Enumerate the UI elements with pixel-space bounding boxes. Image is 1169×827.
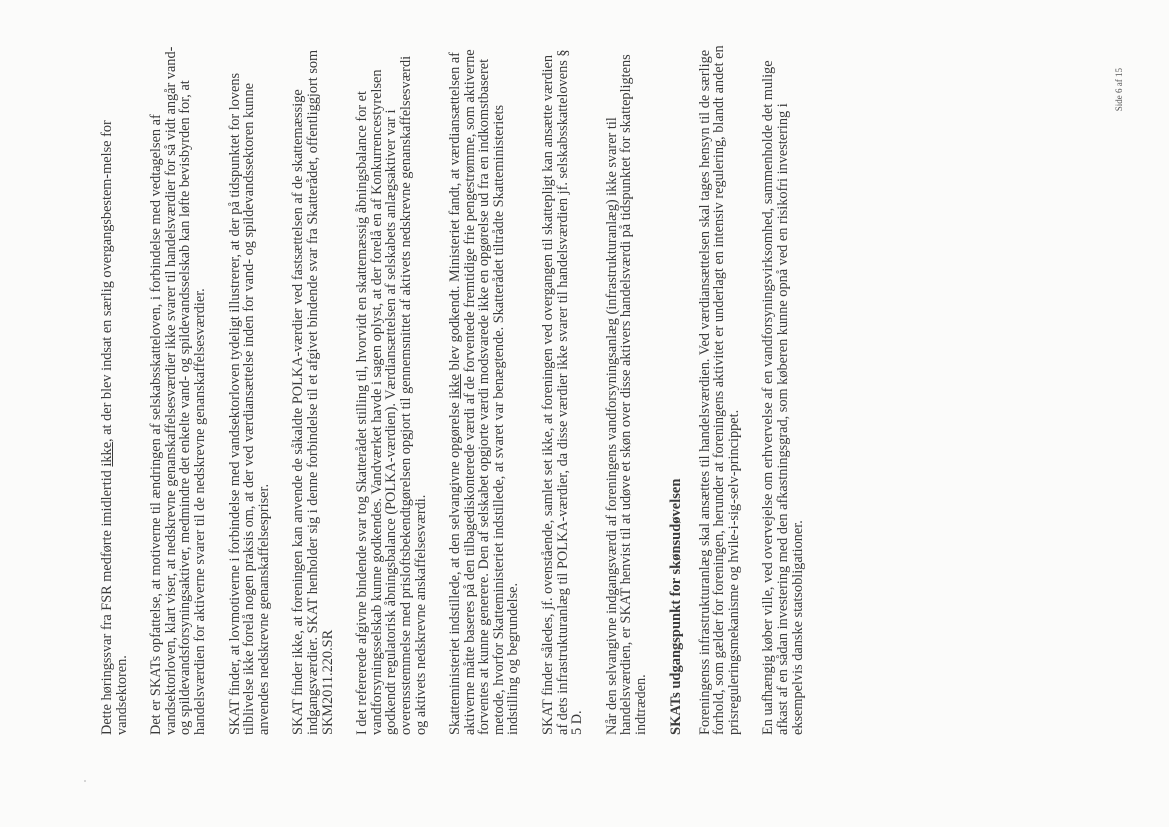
- paragraph-bindende-svar: I det refererede afgivne bindende svar tog Skatterådet stilling til, hvorvidt en skattemæssig åbningsbalance for et vandforsyningsselskab kunne godkendes. Vandværket havde i sagen oplyst, at der forelå en af Konkurrencestyrelsen godkendt regulatorisk åbningsbalance (POLKA-værdien). Værdiansættelsen af selskabets anlægsaktiver var i overensstemmelse med prisloftsbekendtgørelsen opgjort til gennemsnittet af aktivets nedskrevne genanskaffelsesværdi og aktivets nedskrevne anskaffelsesværdi.: [354, 55, 429, 735]
- paragraph-text: Skatteministeriet indstillede, at den selvangivne opgørelse: [447, 398, 464, 735]
- paragraph-skatteministeriet: [448, 45, 521, 735]
- underlined-word: ikke: [447, 374, 464, 399]
- page-number: Side 6 af 15: [1114, 68, 1124, 112]
- underlined-word: ikke: [99, 441, 115, 467]
- paragraph-infrastrukturanlaeg: Foreningenss infrastrukturanlæg skal ansættes til handelsværdien. Ved værdiansættelsen skal tages hensyn til de særlige forhold, som gælder for foreningen, herunder at foreningens aktivitet er underlagt en intensiv regulering, blandt andet en prisreguleringsmekanisme og hvile-i-sig-selv-princippet.: [696, 45, 742, 735]
- paragraph-text: blev godkendt. Ministeriet fandt, at værdiansættelsen af aktiverne måtte baseres på den tilbagediskonterede værdi af de forventede fremtidige frie pengestrømme, som aktiverne forventes at kunne generere. Den af selskabet opgjorte værdi modsvarede ikke en opgørelse ud fra en indkomstbaseret metode, hvorfor Skatteministeriet indstillede, at svaret var benægtende. Skatterådet tiltrådte Skatteministeriets indstilling og begrundelse.: [447, 49, 522, 735]
- paragraph-uafhaengig-koeber: En uafhængig køber ville, ved overvejelse om erhvervelse af en vandforsyningsvirksomhed, sammenholde det mulige afkast af en sådan investering med den afkastningsgrad, som køberen kunne opnå ved en risikofri investering i eksempelvis danske statsobligationer.: [760, 60, 806, 735]
- paragraph-text: , at der blev indsat en særlig overgangsbestem-melse for vandsektoren.: [99, 120, 130, 735]
- section-heading: SKATs udgangspunkt for skønsudøvelsen: [667, 478, 684, 735]
- scan-speck: [84, 780, 86, 782]
- text-column: [100, 45, 825, 735]
- paragraph-selvangivne-indgangsvaerdi: Når den selvangivne indgangsværdi af foreningens vandforsyningsanlæg (infrastrukturanlæg) ikke svarer til handelsværdien, er SKAT henvist til at udøve et skøn over disse aktivers handelsværdi på tidspunktet for skattepligtens indtræden.: [603, 54, 650, 735]
- paragraph-polka-vaerdier: SKAT finder ikke, at foreningen kan anvende de såkaldte POLKA-værdier ved fastsættelsen af de skattemæssige indgangsværdier. SKAT henholder sig i denne forbindelse til et afgivet bindende svar fra Skatterådet, offentliggjort som SKM2011.220.SR: [290, 49, 336, 735]
- paragraph-hoeringssvar: [100, 45, 129, 735]
- paragraph-samlet-set: SKAT finder således, jf. ovenstående, samlet set ikke, at foreningen ved overgangen til skattepligt kan ansætte værdien af dets infrastrukturanlæg til POLKA-værdier, da disse værdier ikke svarer til handelsværdien jf. selskabsskattelovens § 5 D.: [540, 49, 586, 735]
- paragraph-text: Dette høringssvar fra FSR medførte imidlertid: [99, 466, 115, 735]
- paragraph-lovmotiver: SKAT finder, at lovmotiverne i forbindelse med vandsektorloven tydeligt illustrerer, at der på tidspunktet for lovens tilblivelse ikke forelå nogen praksis om, at der ved værdiansættelse inden for vand- og spildevandssektoren kunne anvendes nedskrevne genanskaffelsespriser.: [226, 72, 272, 735]
- paragraph-skat-opfattelse: Det er SKATs opfattelse, at motiverne til ændringen af selskabsskatteloven, i forbindelse med vedtagelsen af vandsektorloven, klart viser, at nedskrevne genanskaffelsesværdier ikke svarer til handelsværdier for så vidt angår vand- og spildevandsforsyningsaktiver, medmindre det enkelte vand- og spildevandsselskab kan løfte bevisbyrden for, at handelsværdien for aktiverne svarer til de nedskrevne genanskaffelsesværdier.: [148, 46, 208, 735]
